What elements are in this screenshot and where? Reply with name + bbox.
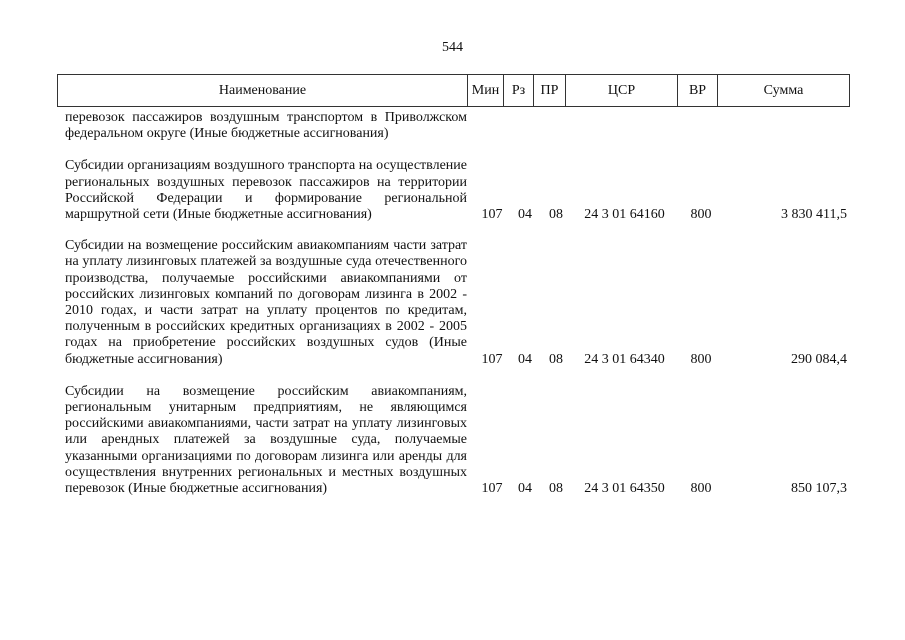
cell-csr: 24 3 01 64350 bbox=[584, 481, 665, 497]
cell-min: 107 bbox=[481, 207, 503, 223]
row-values bbox=[57, 352, 850, 368]
header-sum: Сумма bbox=[763, 82, 804, 98]
header-pr: ПР bbox=[534, 75, 566, 106]
cell-vr: 800 bbox=[690, 481, 712, 497]
cell-csr: 24 3 01 64160 bbox=[584, 207, 665, 223]
page-number: 544 bbox=[442, 40, 463, 55]
row-values bbox=[57, 481, 850, 497]
row-description: Субсидии на возмещение российским авиакомпаниям части затрат на уплату лизинговых платежей за воздушные суда отечественного производства, получаемые российскими авиакомпаниями от российских лизинговых компаний по договорам лизинга в 2002 - 2010 годах, и части затрат на уплату процентов по кредитам, полученным в российских кредитных организациях в 2002 - 2005 годах на приобретение российских воздушных судов (Иные бюджетные ассигнования) bbox=[65, 238, 467, 367]
cell-min: 107 bbox=[481, 351, 503, 367]
cell-pr: 08 bbox=[549, 207, 563, 223]
table-row bbox=[57, 158, 850, 223]
header-vr: ВР bbox=[678, 75, 718, 106]
header-name: Наименование bbox=[58, 75, 468, 106]
row-values bbox=[57, 207, 850, 223]
cell-pr: 08 bbox=[549, 481, 563, 497]
table-body bbox=[57, 107, 850, 497]
cell-vr: 800 bbox=[690, 351, 712, 367]
row-description: Субсидии на возмещение российским авиакомпаниям, региональным унитарным предприятиям, не являющимся российскими авиакомпаниями, части затрат на уплату лизинговых или арендных платежей за воздушные суда, получаемые указанными организациями по договорам лизинга или аренды для осуществления внутренних региональных и местных воздушных перевозок (Иные бюджетные ассигнования) bbox=[65, 383, 467, 497]
header-min: Мин bbox=[468, 75, 504, 106]
cell-pr: 08 bbox=[549, 351, 563, 367]
cell-rz: 04 bbox=[518, 481, 532, 497]
cell-sum: 3 830 411,5 bbox=[781, 207, 847, 223]
cell-sum: 290 084,4 bbox=[791, 351, 847, 367]
header-csr: ЦСР bbox=[566, 75, 678, 106]
cell-csr: 24 3 01 64340 bbox=[584, 351, 665, 367]
cell-min: 107 bbox=[481, 481, 503, 497]
cell-rz: 04 bbox=[518, 207, 532, 223]
row-description: Субсидии организациям воздушного транспорта на осуществление региональных воздушных перевозок пассажиров на территории Российской Федерации и формирование региональной маршрутной сети (Иные бюджетные ассигнования) bbox=[65, 158, 467, 223]
row-description: перевозок пассажиров воздушным транспортом в Приволжском федеральном округе (Иные бюджетные ассигнования) bbox=[65, 110, 467, 142]
table-row bbox=[57, 238, 850, 368]
cell-vr: 800 bbox=[690, 207, 712, 223]
table-row bbox=[57, 110, 850, 142]
table-header bbox=[57, 74, 850, 107]
header-rz: Рз bbox=[504, 75, 534, 106]
cell-sum: 850 107,3 bbox=[791, 481, 847, 497]
cell-rz: 04 bbox=[518, 351, 532, 367]
table-row bbox=[57, 384, 850, 497]
